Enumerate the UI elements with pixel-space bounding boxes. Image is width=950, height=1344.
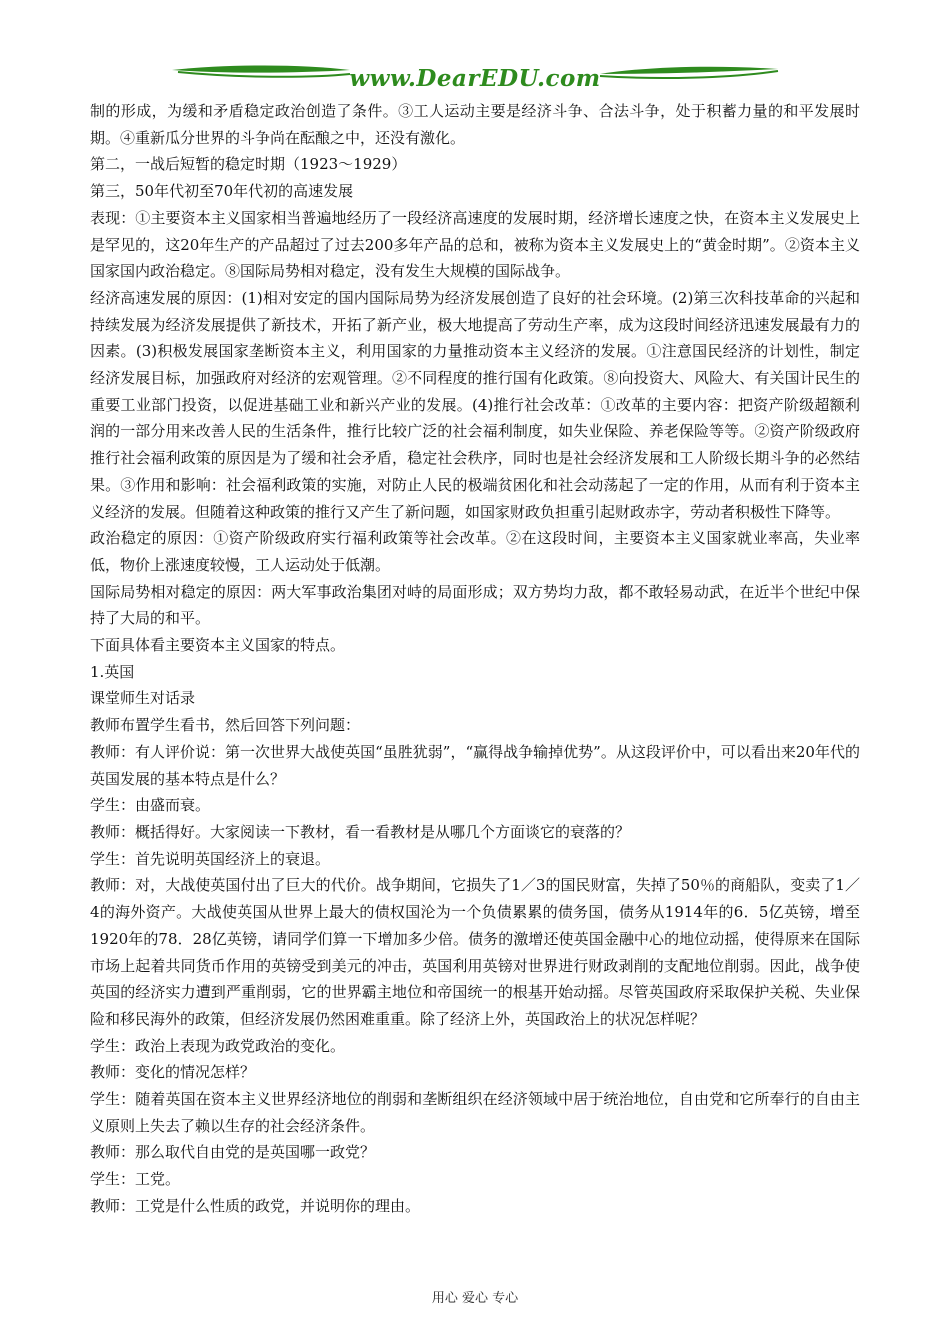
page-footer: 用心 爱心 专心 xyxy=(431,1291,519,1306)
dialogue-line: 教师：有人评价说：第一次世界大战使英国“虽胜犹弱”，“赢得战争输掉优势”。从这段评价中，可以看出来20年代的英国发展的基本特点是什么？ xyxy=(90,742,860,788)
paragraph: 第三，50年代初至70年代初的高速发展 xyxy=(90,182,354,201)
dialogue-line: 学生：由盛而衰。 xyxy=(90,796,211,815)
dialogue-line: 学生：政治上表现为政党政治的变化。 xyxy=(90,1036,346,1055)
paragraph: 下面具体看主要资本主义国家的特点。 xyxy=(90,636,346,655)
dialogue-line: 教师：对，大战使英国付出了巨大的代价。战争期间，它损失了1／3的国民财富，失掉了50％的商船队，变卖了1／4的海外资产。大战使英国从世界上最大的债权国沦为一个负债累累的债务国，债务从1914年的6．5亿英镑，增至1920年的78．28亿英镑，请同学们算一下增加多少倍。债务的激增还使英国金融中心的地位动摇，使得原来在国际市场上起着共同货币作用的英镑受到美元的冲击，英国利用英镑对世界进行财政剥削的支配地位削弱。因此，战争使英国的经济实力遭到严重削弱，它的世界霸主地位和帝国统一的根基开始动摇。尽管英国政府采取保护关税、失业保险和移民海外的政策，但经济发展仍然困难重重。除了经济上外，英国政治上的状况怎样呢？ xyxy=(90,876,860,1028)
paragraph: 制的形成，为缓和矛盾稳定政治创造了条件。③工人运动主要是经济斗争、合法斗争，处于积蓄力量的和平发展时期。④重新瓜分世界的斗争尚在酝酿之中，还没有激化。 xyxy=(90,102,860,147)
paragraph: 政治稳定的原因：①资产阶级政府实行福利政策等社会改革。②在这段时间，主要资本主义国家就业率高，失业率低，物价上涨速度较慢，工人运动处于低潮。 xyxy=(90,529,860,574)
dialogue-line: 教师：那么取代自由党的是英国哪一政党？ xyxy=(90,1143,376,1162)
dialogue-line: 教师：变化的情况怎样？ xyxy=(90,1063,256,1082)
dialogue-line: 学生：首先说明英国经济上的衰退。 xyxy=(90,849,331,868)
document-body xyxy=(90,98,860,1220)
paragraph: 国际局势相对稳定的原因：两大军事政治集团对峙的局面形成；双方势均力敌，都不敢轻易动武，在近半个世纪中保持了大局的和平。 xyxy=(90,582,860,628)
section-heading: 1.英国 xyxy=(90,662,135,681)
paragraph: 教师布置学生看书，然后回答下列问题： xyxy=(90,716,361,735)
site-logo-text[interactable]: www.DearEDU.com xyxy=(349,65,601,92)
paragraph: 经济高速发展的原因：(1)相对安定的国内国际局势为经济发展创造了良好的社会环境。(2)第三次科技革命的兴起和持续发展为经济发展提供了新技术，开拓了新产业，极大地提高了劳动生产率，成为这段时间经济迅速发展最有力的因素。(3)积极发展国家垄断资本主义，利用国家的力量推动资本主义经济的发展。①注意国民经济的计划性，制定经济发展目标，加强政府对经济的宏观管理。②不同程度的推行国有化政策。⑧向投资大、风险大、有关国计民生的重要工业部门投资，以促进基础工业和新兴产业的发展。(4)推行社会改革：①改革的主要内容：把资产阶级超额利润的一部分用来改善人民的生活条件，推行比较广泛的社会福利制度，如失业保险、养老保险等等。②资产阶级政府推行社会福利政策的原因是为了缓和社会矛盾，稳定社会秩序，同时也是社会经济发展和工人阶级长期斗争的必然结果。③作用和影响：社会福利政策的实施，对防止人民的极端贫困化和社会动荡起了一定的作用，从而有利于资本主义经济的发展。但随着这种政策的推行又产生了新问题，如国家财政负担重引起财政赤字，劳动者积极性下降等。 xyxy=(90,288,860,521)
dialogue-line: 学生：工党。 xyxy=(90,1170,181,1189)
paragraph: 课堂师生对话录 xyxy=(90,689,196,708)
paragraph: 第二，一战后短暂的稳定时期（1923～1929） xyxy=(90,155,407,174)
dialogue-line: 学生：随着英国在资本主义世界经济地位的削弱和垄断组织在经济领域中居于统治地位，自由党和它所奉行的自由主义原则上失去了赖以生存的社会经济条件。 xyxy=(90,1090,860,1135)
paragraph: 表现：①主要资本主义国家相当普遍地经历了一段经济高速度的发展时期，经济增长速度之快，在资本主义发展史上是罕见的，这20年生产的产品超过了过去200多年产品的总和，被称为资本主义发展史上的“黄金时期”。②资本主义国家国内政治稳定。⑧国际局势相对稳定，没有发生大规模的国际战争。 xyxy=(90,208,860,281)
dialogue-line: 教师：概括得好。大家阅读一下教材，看一看教材是从哪几个方面谈它的衰落的？ xyxy=(90,822,631,841)
dialogue-line: 教师：工党是什么性质的政党，并说明你的理由。 xyxy=(90,1196,421,1215)
